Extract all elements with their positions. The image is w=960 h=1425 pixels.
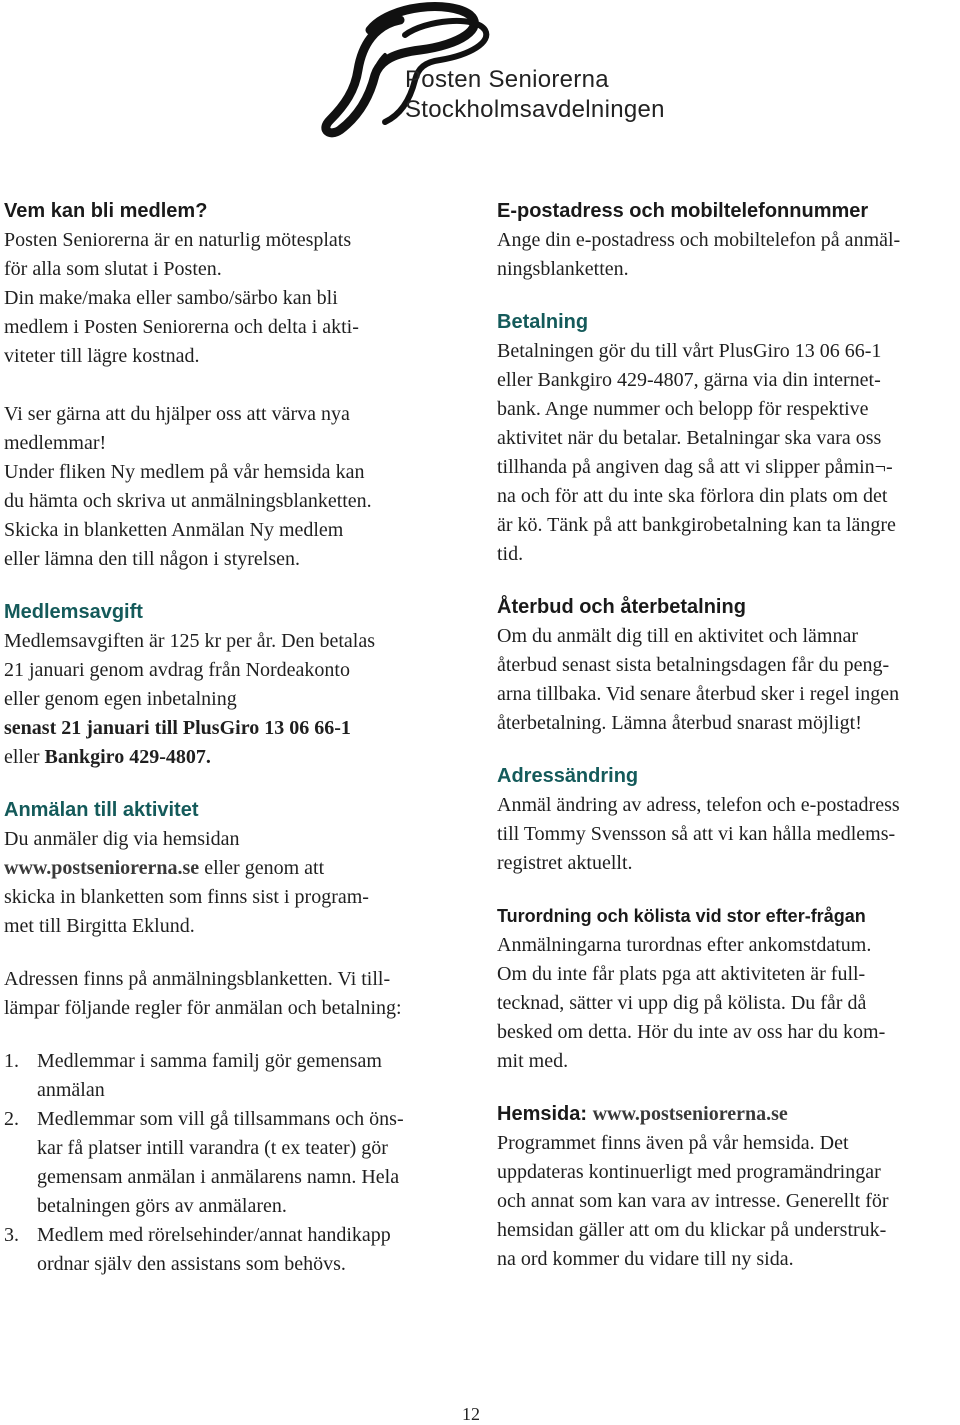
text-line: 21 januari genom avdrag från Nordeakonto xyxy=(4,659,350,681)
section-title-registration: Anmälan till aktivitet xyxy=(4,799,199,821)
list-number: 1. xyxy=(4,1050,19,1072)
text-line: Adressen finns på anmälningsblanketten. Vi till- xyxy=(4,968,391,990)
text-line xyxy=(4,854,466,883)
text-line: tecknad, sätter vi upp dig på kölista. Du får då xyxy=(497,992,867,1014)
text-line: Medlem med rörelsehinder/annat handikapp xyxy=(37,1224,391,1246)
text-line: Medlemsavgiften är 125 kr per år. Den betalas xyxy=(4,630,375,652)
section-title-fee: Medlemsavgift xyxy=(4,601,143,623)
section-title-email: E-postadress och mobiltelefonnummer xyxy=(497,200,869,222)
text-line: mit med. xyxy=(497,1050,569,1072)
text-line: ningsblanketten. xyxy=(497,258,629,280)
text-line: betalningen görs av anmälaren. xyxy=(37,1195,287,1217)
text-line: återbetalning. Lämna återbud snarast möjligt! xyxy=(497,712,862,734)
text-line: anmälan xyxy=(37,1079,105,1101)
text-line: medlemmar! xyxy=(4,432,107,454)
text-line: och annat som kan vara av intresse. Generellt för xyxy=(497,1190,889,1212)
page-number: 12 xyxy=(462,1404,480,1424)
text-line: bank. Ange nummer och belopp för respektive xyxy=(497,398,869,420)
text-line: till Tommy Svensson så att vi kan hålla medlems- xyxy=(497,823,896,845)
text-line: Under fliken Ny medlem på vår hemsida kan xyxy=(4,461,365,483)
text-fragment: eller xyxy=(4,746,45,768)
text-line: eller lämna den till någon i styrelsen. xyxy=(4,548,301,570)
text-line: eller Bankgiro 429-4807, gärna via din internet- xyxy=(497,369,881,391)
website-link[interactable]: www.postseniorerna.se xyxy=(4,857,200,879)
text-line: Medlemmar i samma familj gör gemensam xyxy=(37,1050,382,1072)
left-column xyxy=(4,197,466,1279)
website-heading: Hemsida: xyxy=(497,1103,593,1125)
logo-title: Posten Seniorerna xyxy=(405,66,609,93)
text-line: Din make/maka eller sambo/särbo kan bli xyxy=(4,287,338,309)
text-fragment: eller genom att xyxy=(199,857,325,879)
list-item xyxy=(4,1221,466,1279)
text-line: na ord kommer du vidare till ny sida. xyxy=(497,1248,794,1270)
logo-subtitle: Stockholmsavdelningen xyxy=(405,96,665,123)
text-line: met till Birgitta Eklund. xyxy=(4,915,195,937)
list-number: 2. xyxy=(4,1108,19,1130)
right-column xyxy=(497,197,959,1274)
text-line xyxy=(4,743,466,772)
text-line: återbud senast sista betalningsdagen får du peng- xyxy=(497,654,890,676)
text-line: Vi ser gärna att du hjälper oss att värva nya xyxy=(4,403,350,425)
text-line: gemensam anmälan i anmälarens namn. Hela xyxy=(37,1166,400,1188)
text-line: lämpar följande regler för anmälan och betalning: xyxy=(4,997,402,1019)
text-line: tid. xyxy=(497,543,524,565)
text-line: du hämta och skriva ut anmälningsblanketten. xyxy=(4,490,372,512)
section-title-website xyxy=(497,1100,959,1129)
section-title-address-change: Adressändring xyxy=(497,765,639,787)
text-line: för alla som slutat i Posten. xyxy=(4,258,222,280)
list-number: 3. xyxy=(4,1224,19,1246)
text-line: Programmet finns även på vår hemsida. Det xyxy=(497,1132,849,1154)
bankgiro-text: Bankgiro 429-4807. xyxy=(44,746,211,768)
text-line: besked om detta. Hör du inte av oss har du kom- xyxy=(497,1021,886,1043)
text-line: Om du anmält dig till en aktivitet och lämnar xyxy=(497,625,859,647)
list-item xyxy=(4,1047,466,1105)
text-line: Om du inte får plats pga att aktiviteten är full- xyxy=(497,963,866,985)
section-title-payment: Betalning xyxy=(497,311,589,333)
text-line: Posten Seniorerna är en naturlig mötesplats xyxy=(4,229,352,251)
section-title-cancellation: Återbud och återbetalning xyxy=(497,596,746,618)
text-line: Du anmäler dig via hemsidan xyxy=(4,828,240,850)
text-line: Betalningen gör du till vårt PlusGiro 13 06 66-1 xyxy=(497,340,882,362)
section-title-membership: Vem kan bli medlem? xyxy=(4,200,208,222)
text-line: registret aktuellt. xyxy=(497,852,633,874)
text-line: kar få platser intill varandra (t ex teater) gör xyxy=(37,1137,388,1159)
text-line: Anmäl ändring av adress, telefon och e-postadress xyxy=(497,794,900,816)
text-line: Medlemmar som vill gå tillsammans och öns- xyxy=(37,1108,404,1130)
text-line: tillhanda på angiven dag så att vi slipper påmin¬- xyxy=(497,456,893,478)
text-line: senast 21 januari till PlusGiro 13 06 66-1 xyxy=(4,717,351,739)
text-line: arna tillbaka. Vid senare återbud sker i regel ingen xyxy=(497,683,900,705)
section-title-queue: Turordning och kölista vid stor efter-frågan xyxy=(497,906,866,926)
text-line: uppdateras kontinuerligt med programändringar xyxy=(497,1161,881,1183)
text-line: Skicka in blanketten Anmälan Ny medlem xyxy=(4,519,344,541)
text-line: Ange din e-postadress och mobiltelefon på anmäl- xyxy=(497,229,901,251)
list-item xyxy=(4,1105,466,1221)
text-line: eller genom egen inbetalning xyxy=(4,688,237,710)
rules-list xyxy=(4,1047,466,1279)
text-line: Anmälningarna turordnas efter ankomstdatum. xyxy=(497,934,872,956)
text-line: skicka in blanketten som finns sist i program- xyxy=(4,886,369,908)
text-line: na och för att du inte ska förlora din plats om det xyxy=(497,485,888,507)
website-link[interactable]: www.postseniorerna.se xyxy=(592,1103,788,1125)
text-line: hemsidan gäller att om du klickar på understruk- xyxy=(497,1219,887,1241)
text-line: ordnar själv den assistans som behövs. xyxy=(37,1253,346,1275)
text-line: aktivitet när du betalar. Betalningar ska vara oss xyxy=(497,427,882,449)
text-line: viteter till lägre kostnad. xyxy=(4,345,200,367)
text-line: medlem i Posten Seniorerna och delta i akti- xyxy=(4,316,359,338)
text-line: är kö. Tänk på att bankgirobetalning kan ta längre xyxy=(497,514,896,536)
